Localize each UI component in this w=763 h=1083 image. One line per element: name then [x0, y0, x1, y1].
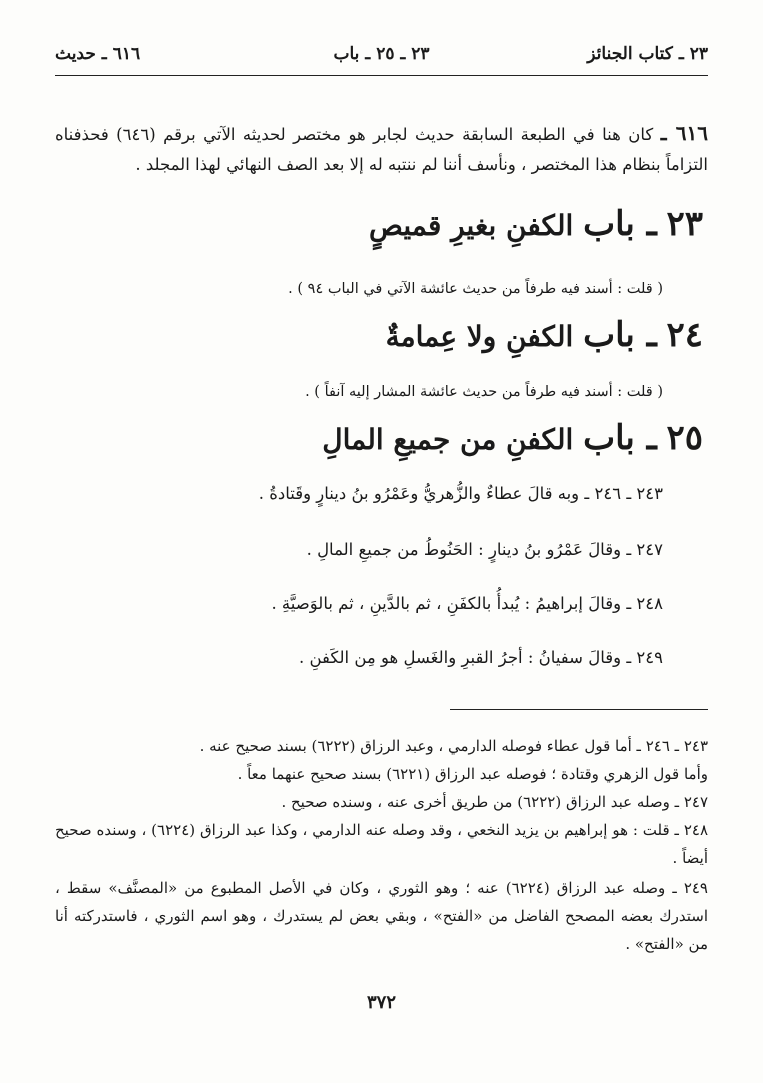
footnote-zuhri-qatada: وأما قول الزهري وقتادة ؛ فوصله عبد الرزاق (٦٢٢١) بسند صحيح عنهما معاً . [237, 765, 708, 783]
page-number: ٣٧٢ [366, 992, 396, 1013]
note-616-number: ٦١٦ ـ [660, 121, 708, 145]
running-header-hadith: ٦١٦ ـ حديث [55, 44, 141, 64]
chapter-number: ٢٣ [666, 204, 703, 244]
footnote-248: ٢٤٨ ـ قلت : هو إبراهيم بن يزيد النخعي ، وقد وصله عنه الدارمي ، وكذا عبد الرزاق (٦٢٢٤) ، وسنده صحيح أيضاً . [55, 821, 708, 867]
chapter-number: ٢٤ [666, 315, 703, 355]
note-616-text: كان هنا في الطبعة السابقة حديث لجابر هو مختصر لحديثه الآتي برقم (٦٤٦) فحذفناه التزاماً بنظام هذا المختصر ، ونأسف أننا لم ننتبه له إلا بعد الصف النهائي لهذا المجلد . [55, 125, 708, 174]
header-rule [55, 75, 708, 76]
footnote-247: ٢٤٧ ـ وصله عبد الرزاق (٦٢٢٢) من طريق أخرى عنه ، وسنده صحيح . [281, 793, 708, 811]
footnote-243-246: ٢٤٣ ـ ٢٤٦ ـ أما قول عطاء فوصله الدارمي ، وعبد الرزاق (٦٢٢٢) بسند صحيح عنه . [199, 737, 708, 755]
hadith-247: ٢٤٧ ـ وقالَ عَمْرُو بنُ دينارٍ : الحَنُوطُ من جميعِ المالِ . [306, 540, 663, 559]
chapter-title: الكفنِ ولا عِمامةٌ [385, 320, 574, 353]
chapter-heading-25: ٢٥ ـ باب الكفنِ من جميعِ المالِ [322, 418, 703, 458]
footnote-rule [450, 709, 708, 710]
chapter-title: الكفنِ بغيرِ قميصٍ [369, 209, 574, 242]
footnote-249: ٢٤٩ ـ وصله عبد الرزاق (٦٢٢٤) عنه ؛ وهو الثوري ، وكان في الأصل المطبوع من «المصنَّف» سقط ، استدرك بعضه المصحح الفاضل من «الفتح» ، وبقي بعض لم يستدرك ، وهو اسم الثوري ، فاستدركته أنا من «الفتح» . [55, 879, 708, 953]
running-header-chapters: ٢٣ ـ ٢٥ ـ باب [333, 44, 430, 64]
chapter-bab-word: باب [583, 418, 635, 458]
hadith-248: ٢٤٨ ـ وقالَ إبراهيمُ : يُبدأُ بالكفَنِ ، ثم بالدَّينِ ، ثم بالوَصيَّةِ . [271, 594, 663, 613]
note-616 [55, 118, 708, 180]
chapter-bab-word: باب [583, 315, 635, 355]
chapter-note-24: ( قلت : أسند فيه طرفاً من حديث عائشة المشار إليه آنفاً ) . [305, 384, 663, 400]
chapter-number: ٢٥ [666, 418, 703, 458]
chapter-title: الكفنِ من جميعِ المالِ [322, 423, 574, 456]
running-header-book: ٢٣ ـ كتاب الجنائز [587, 44, 708, 64]
chapter-heading-23: ٢٣ ـ باب الكفنِ بغيرِ قميصٍ [369, 204, 703, 244]
hadith-249: ٢٤٩ ـ وقالَ سفيانُ : أجرُ القبرِ والغَسلِ هو مِن الكَفنِ . [298, 648, 663, 667]
chapter-heading-24: ٢٤ ـ باب الكفنِ ولا عِمامةٌ [385, 315, 703, 355]
hadith-243-246: ٢٤٣ ـ ٢٤٦ ـ وبه قالَ عطاءٌ والزُّهريُّ وعَمْرُو بنُ دينارٍ وقَتادةُ . [258, 484, 663, 503]
chapter-note-23: ( قلت : أسند فيه طرفاً من حديث عائشة الآتي في الباب ٩٤ ) . [288, 281, 663, 297]
chapter-bab-word: باب [583, 204, 635, 244]
